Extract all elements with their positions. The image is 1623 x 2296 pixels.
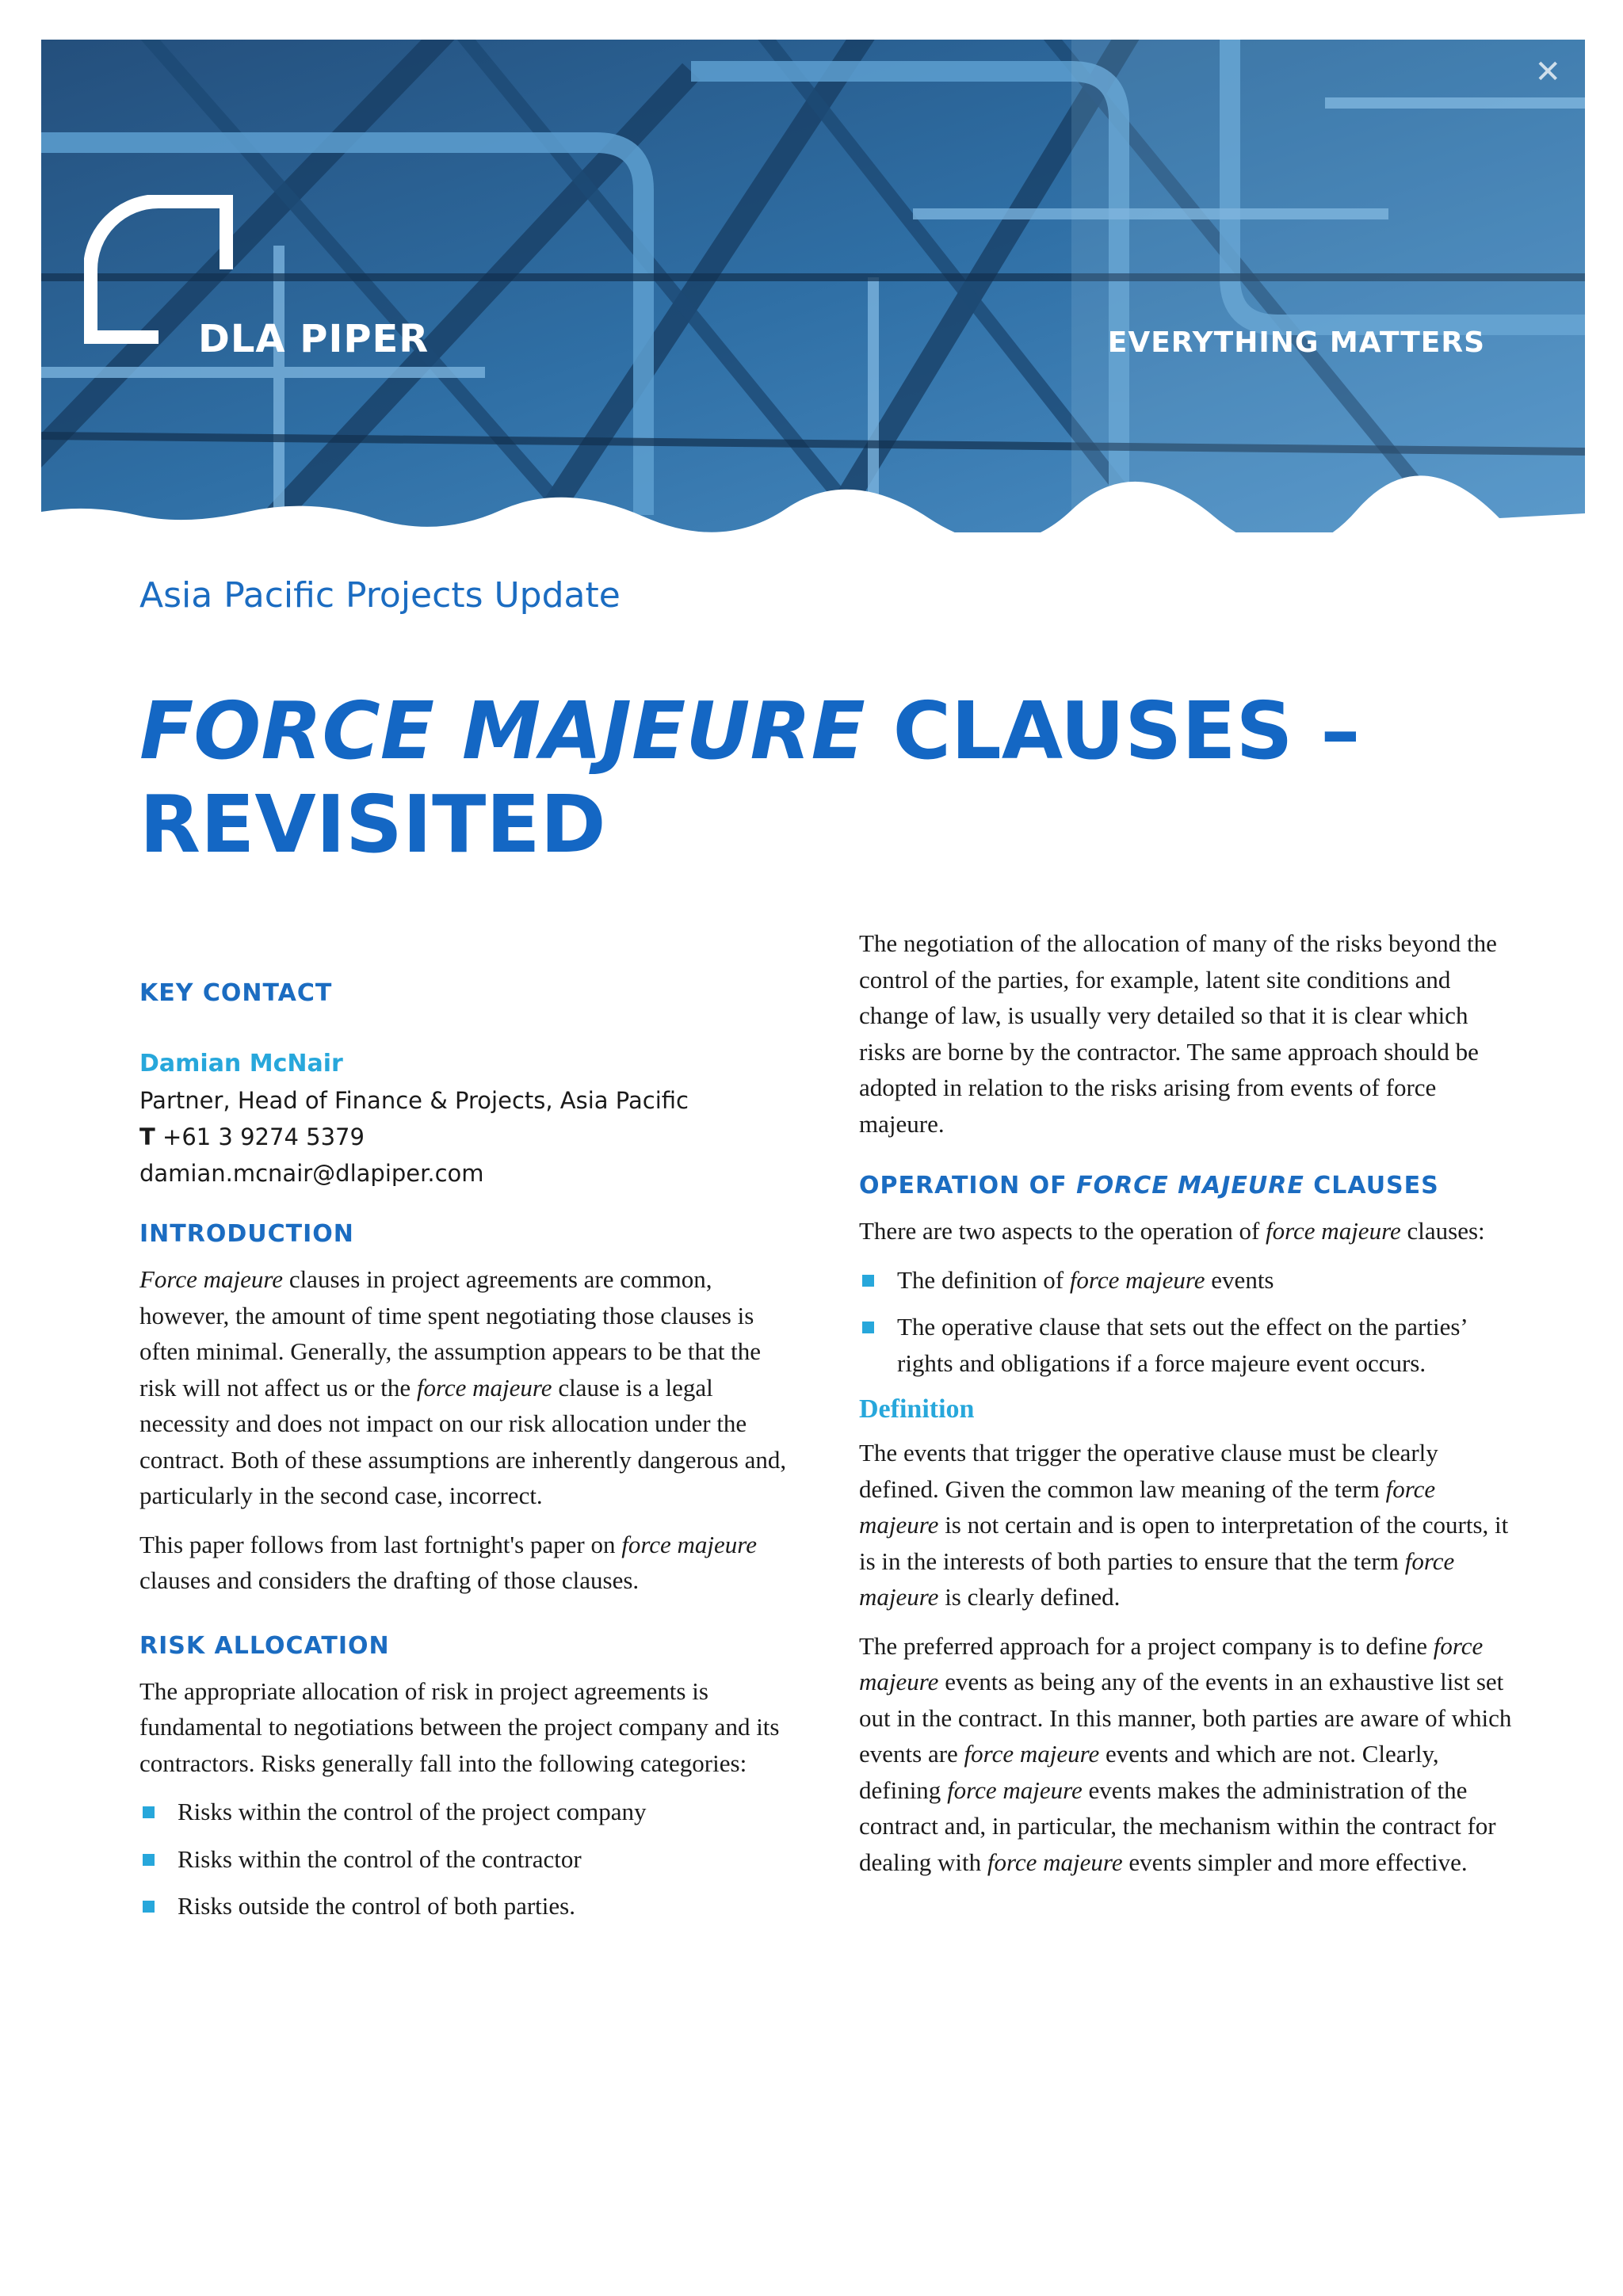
key-contact-heading: KEY CONTACT [139,979,333,1007]
operation-paragraph [859,1213,1517,1249]
def-em-4: force majeure [964,1740,1100,1768]
op-bullet-text-3: The operative clause that sets out the effect on the parties’ rights and obligations if a force majeure event occurs. [897,1313,1467,1377]
list-item [139,1841,789,1878]
series-title: Asia Pacific Projects Update [139,575,621,616]
def-text-3: is clearly defined. [938,1583,1121,1611]
definition-heading: Definition [859,1394,975,1424]
operation-heading-b: CLAUSES [1304,1172,1439,1199]
op-text-2: clauses: [1400,1217,1485,1245]
contact-role: Partner, Head of Finance & Projects, Asia Pacific [139,1087,689,1114]
def-text-8: events simpler and more effective. [1122,1848,1468,1876]
intro-text-3: This paper follows from last fortnight's paper on [139,1530,622,1558]
tagline: EVERYTHING MATTERS [1107,326,1485,359]
def-text-5: events as being any of the events in an exhaustive list set out in the contract. In this manner, both parties are aware of which events are [859,1668,1512,1768]
bullet-text: Risks outside the control of both parties. [178,1892,575,1920]
intro-paragraph-2 [139,1527,789,1599]
def-em-3: force majeure [859,1631,1484,1695]
operation-heading-em: FORCE MAJEURE [1076,1172,1304,1199]
list-item [139,1888,789,1924]
definition-paragraph-1 [859,1435,1517,1615]
bullet-square-icon [143,1806,155,1818]
phone-label: T [139,1123,155,1150]
def-em-2: force majeure [859,1547,1455,1611]
intro-text-1: clauses in project agreements are common, however, the amount of time spent negotiating those clauses is often minimal. Generally, the assumption appears to be that the risk will not affect us or the [139,1265,761,1402]
op-em-1: force majeure [1266,1217,1401,1245]
industrial-pipes-image [41,40,1585,532]
introduction-heading: INTRODUCTION [139,1220,354,1248]
intro-em-3: force majeure [621,1530,757,1558]
op-text-1: There are two aspects to the operation of [859,1217,1266,1245]
bullet-text: Risks within the control of the contractor [178,1844,582,1873]
close-icon[interactable]: ✕ [1534,54,1561,90]
def-em-6: force majeure [987,1848,1123,1876]
def-text-2: is not certain and is open to interpretation of the courts, it is in the interests of both parties to ensure that the term [859,1511,1509,1575]
title-italic: FORCE MAJEURE [139,685,865,777]
contact-email[interactable]: damian.mcnair@dlapiper.com [139,1160,484,1187]
intro-text-4: clauses and considers the drafting of those clauses. [139,1566,640,1594]
bullet-square-icon [862,1275,874,1287]
def-text-7: events makes the administration of the contract and, in particular, the mechanism within the contract for dealing with [859,1775,1496,1876]
negotiation-paragraph: The negotiation of the allocation of many of the risks beyond the control of the parties, for example, latent site conditions and change of law, is usually very detailed so that it is clear which risks are borne by the contractor. The same approach should be adopted in relation to the risks arising from events of force majeure. [859,929,1497,1138]
intro-em-1: Force majeure [139,1265,284,1293]
intro-text-2: clause is a legal necessity and does not impact on our risk allocation under the contract. Both of these assumptions are inherently dangerous and, particularly in the second case, incorrect. [139,1373,787,1509]
op-bullet-text-2: events [1205,1265,1274,1294]
title-line2: REVISITED [139,778,606,871]
intro-em-2: force majeure [416,1373,552,1402]
def-text-4: The preferred approach for a project company is to define [859,1631,1434,1660]
def-text-1: The events that trigger the operative clause must be clearly defined. Given the common law meaning of the term [859,1439,1438,1503]
operation-heading [859,1170,1517,1202]
definition-paragraph-2 [859,1628,1517,1881]
list-item [859,1309,1517,1381]
risk-categories-list [139,1794,789,1924]
bullet-square-icon [143,1854,155,1866]
bullet-square-icon [862,1322,874,1333]
risk-allocation-heading: RISK ALLOCATION [139,1631,390,1660]
op-bullet-em: force majeure [1069,1265,1205,1294]
page-title [139,685,1566,871]
contact-name: Damian McNair [139,1050,343,1077]
list-item [139,1794,789,1830]
left-column [139,925,789,1936]
bullet-text: Risks within the control of the project company [178,1798,647,1825]
title-line1-rest: CLAUSES – [865,685,1361,777]
operation-heading-a: OPERATION OF [859,1172,1077,1199]
header-banner [41,40,1585,532]
logo-text: DLA PIPER [198,317,430,361]
def-em-1: force majeure [859,1474,1436,1539]
phone-number: +61 3 9274 5379 [155,1123,365,1150]
contact-phone [139,1119,789,1155]
def-em-5: force majeure [947,1775,1083,1804]
def-text-6: events and which are not. Clearly, defining [859,1740,1439,1804]
intro-paragraph-1 [139,1261,789,1514]
op-bullet-text-1: The definition of [897,1265,1070,1294]
right-column [859,925,1517,1893]
risk-paragraph: The appropriate allocation of risk in project agreements is fundamental to negotiations between the project company and its contractors. Risks generally fall into the following categories: [139,1676,780,1777]
list-item [859,1262,1517,1299]
bullet-square-icon [143,1901,155,1913]
operation-aspects-list [859,1262,1517,1382]
